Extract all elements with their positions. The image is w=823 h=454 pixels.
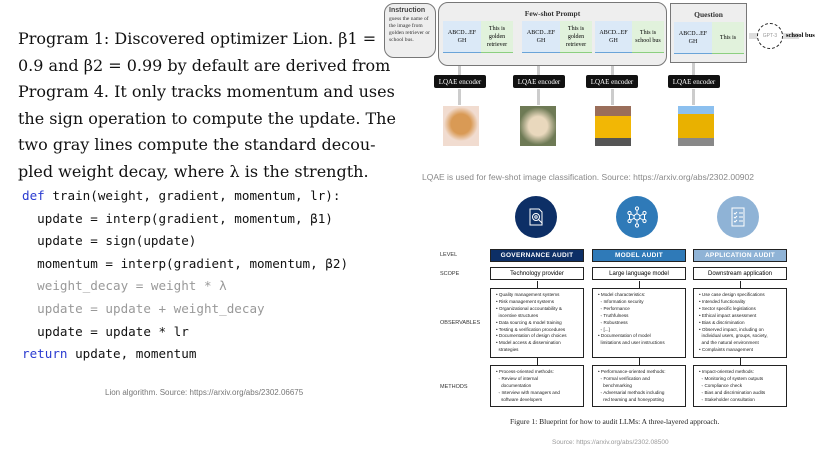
description-line: Program 4. It only tracks momentum and uses [18, 82, 395, 101]
observable-item: • Organizational accountability & [496, 305, 562, 311]
method-item: benchmarking [598, 382, 632, 388]
lqae-encoder: LQAE encoder [513, 75, 565, 88]
description-line: the sign operation to compute the update. The [18, 108, 396, 128]
scope-label: Technology provider [490, 267, 584, 280]
few-shot-prompt-box [438, 2, 667, 66]
lion-code-block [22, 185, 348, 366]
arrow [692, 89, 695, 105]
code-text: update = update + weight_decay [22, 300, 265, 316]
golden-retriever-image [443, 106, 479, 146]
observable-item: • Bias & discrimination [699, 319, 745, 325]
observable-item: individual users, groups, society, [699, 333, 768, 339]
code-line [22, 253, 348, 276]
level-label: APPLICATION AUDIT [693, 249, 787, 262]
code-line [22, 230, 348, 253]
example-label: This is school bus [632, 21, 664, 53]
observable-item: • Testing & verification procedures [496, 326, 566, 332]
method-item: software developers [496, 396, 543, 402]
row-label-methods: METHODS [440, 384, 468, 390]
question-code: ABCD...EF GH [674, 22, 712, 54]
code-line [22, 208, 348, 231]
method-item: ◦ Bias and discrimination audits [699, 389, 766, 395]
connector-line [740, 281, 741, 288]
method-item: • Performance-oriented methods: [598, 369, 666, 374]
description-line: Program 1: Discovered optimizer Lion. β1 = [18, 29, 377, 48]
observable-item: • Complaints management [699, 347, 753, 353]
example-code: ABCD...EF GH [595, 21, 632, 53]
observable-item: and the natural environment [699, 340, 759, 346]
golden-retrievers-image [520, 106, 556, 146]
code-keyword: def [22, 188, 45, 203]
network-icon [616, 196, 658, 238]
observable-item: ◦ Truthfulness [598, 312, 629, 318]
description-line: two gray lines compute the standard decou- [18, 135, 376, 154]
code-line [22, 321, 348, 344]
code-line [22, 185, 348, 208]
code-line [22, 275, 348, 298]
observable-item: limitations and user instructions [598, 340, 665, 346]
observable-item: ◦ Performance [598, 305, 630, 311]
lqae-encoder: LQAE encoder [668, 75, 720, 88]
arrow [611, 89, 614, 105]
instruction-title: Instruction [389, 7, 426, 14]
connector-line [740, 358, 741, 365]
observable-item: • Risk management systems [496, 298, 555, 304]
code-text: update = interp(gradient, momentum, β1) [22, 210, 333, 226]
observables-box [490, 288, 584, 358]
arrow [611, 66, 614, 75]
lion-description [18, 26, 396, 185]
lqae-caption: LQAE is used for few-shot image classification. Source: https://arxiv.org/abs/2302.00902 [422, 172, 754, 182]
method-item: ◦ Interview with managers and [496, 389, 560, 395]
instruction-box [384, 3, 436, 58]
connector-line [537, 281, 538, 288]
code-text: update, momentum [67, 346, 197, 362]
observables-box [693, 288, 787, 358]
level-label: GOVERNANCE AUDIT [490, 249, 584, 262]
school-bus-question-image [678, 106, 714, 146]
question-label: This is [712, 22, 744, 54]
scope-label: Large language model [592, 267, 686, 280]
gpt-cycle-icon [757, 23, 783, 49]
method-item: ◦ Monitoring of system outputs [699, 375, 764, 381]
methods-box [490, 365, 584, 407]
row-label-scope: SCOPE [440, 271, 460, 277]
arrow [537, 89, 540, 105]
checklist-icon [717, 196, 759, 238]
document-search-icon [515, 196, 557, 238]
row-label-level: LEVEL [440, 252, 458, 258]
row-label-observables: OBSERVABLES [440, 320, 481, 326]
observable-item: incentive structures [496, 312, 539, 318]
observable-item: ◦ Information security [598, 298, 644, 304]
method-item: red teaming and honeypotting [598, 396, 664, 402]
lion-caption: Lion algorithm. Source: https://arxiv.org/abs/2302.06675 [105, 388, 304, 397]
method-item: ◦ Adversarial methods including [598, 389, 665, 395]
observable-item: ◦ [...] [598, 326, 610, 332]
connector-line [639, 358, 640, 365]
observable-item: • Ethical impact assessment [699, 312, 757, 318]
model-name: GPT-3 [762, 33, 778, 39]
observable-item: • Data sourcing & model training [496, 319, 562, 325]
code-text: train(weight, gradient, momentum, lr): [44, 188, 341, 203]
observable-item: • Quality management systems [496, 292, 560, 297]
method-item: ◦ Review of internal [496, 375, 538, 381]
observable-item: • Sector specific legislations [699, 305, 756, 311]
scope-label: Downstream application [693, 267, 787, 280]
observable-item: ◦ Robustness [598, 319, 628, 325]
answer-text: school bus [786, 32, 815, 39]
observable-item: • Model access & dissemination [496, 340, 561, 346]
example-code: ABCD...EF GH [443, 21, 481, 53]
code-keyword: return [22, 346, 68, 362]
arrow [537, 66, 540, 75]
observable-item: • Intended functionality [699, 298, 746, 304]
question-title: Question [694, 10, 723, 19]
level-label: MODEL AUDIT [592, 249, 686, 262]
audit-figure-caption: Figure 1: Blueprint for how to audit LLMs: A three-layered approach. [510, 417, 720, 426]
school-bus-image [595, 106, 631, 146]
arrow [458, 66, 461, 75]
methods-box [693, 365, 787, 407]
lqae-encoder: LQAE encoder [434, 75, 486, 88]
code-text: update = sign(update) [22, 233, 197, 249]
code-text: update = update * lr [22, 323, 189, 339]
code-text: momentum = interp(gradient, momentum, β2) [22, 255, 349, 271]
few-shot-title: Few-shot Prompt [524, 9, 581, 18]
observable-item: • Documentation of design choices [496, 333, 567, 339]
observables-box [592, 288, 686, 358]
method-item: • Process-oriented methods: [496, 369, 554, 374]
code-line [22, 343, 348, 366]
audit-source: Source: https://arxiv.org/abs/2302.08500 [552, 439, 669, 446]
description-line: 0.9 and β2 = 0.99 by default are derived from [18, 55, 391, 75]
method-item: ◦ Stakeholder consultation [699, 396, 755, 402]
example-label: This is golden retriever [481, 21, 513, 53]
connector-line [639, 281, 640, 288]
lqae-encoder: LQAE encoder [586, 75, 638, 88]
method-item: ◦ Compliance check [699, 382, 742, 388]
arrow [458, 89, 461, 105]
methods-box [592, 365, 686, 407]
method-item: • Impact-oriented methods: [699, 369, 754, 374]
description-line: pled weight decay, where λ is the strength. [18, 161, 369, 181]
connector-line [537, 358, 538, 365]
code-text: weight_decay = weight * λ [22, 278, 227, 294]
observable-item: • Model characteristics: [598, 292, 646, 297]
question-box [670, 3, 747, 63]
observable-item: strategies [496, 347, 519, 353]
method-item: ◦ Formal verification and [598, 375, 650, 381]
arrow [692, 63, 695, 75]
method-item: documentation [496, 382, 532, 388]
observable-item: • Observed impact, including on [699, 326, 764, 332]
code-line [22, 298, 348, 321]
observable-item: • Use case design specifications [699, 292, 765, 297]
example-code: ABCD...EF GH [522, 21, 560, 53]
observable-item: • Documentation of model [598, 333, 651, 339]
example-label: This is golden retriever [560, 21, 592, 53]
instruction-text: guess the name of the image from golden retriever or school bus. [389, 16, 430, 43]
